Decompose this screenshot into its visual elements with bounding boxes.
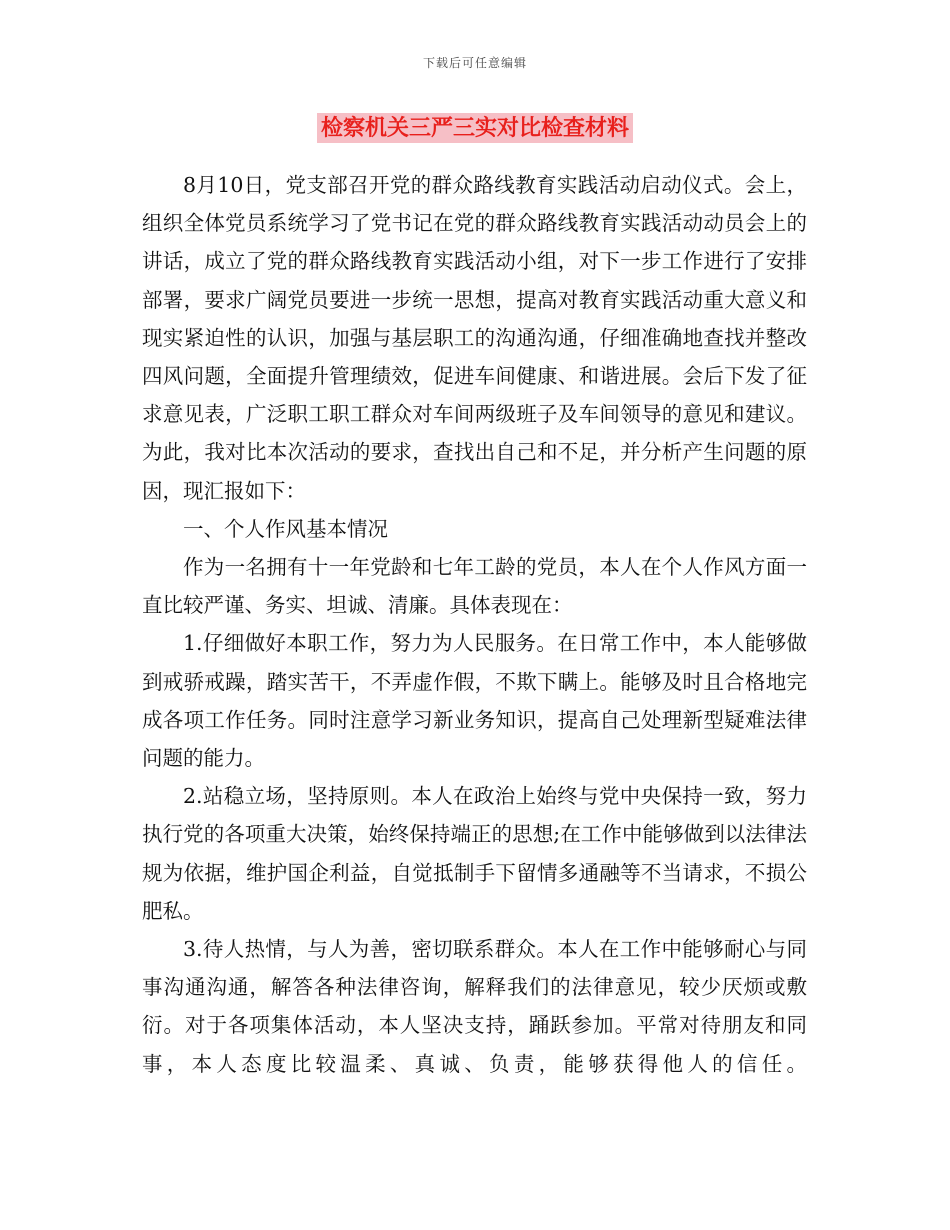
section-heading-personal-style: 一、个人作风基本情况 [183, 516, 388, 541]
paragraph-intro: 8月10日，党支部召开党的群众路线教育实践活动启动仪式。会上，组织全体党员系统学习了党书记在党的群众路线教育实践活动动员会上的讲话，成立了党的群众路线教育实践活动小组，对下一步工作进行了安排部署，要求广阔党员要进一步统一思想，提高对教育实践活动重大意义和现实紧迫性的认识，加强与基层职工的沟通沟通，仔细准确地查找并整改四风问题，全面提升管理绩效，促进车间健康、和谐进展。会后下发了征求意见表，广泛职工职工群众对车间两级班子及车间领导的意见和建议。为此，我对比本次活动的要求，查找出自己和不足，并分析产生问题的原因，现汇报如下： [142, 173, 807, 503]
paragraph-point-2: 2.站稳立场，坚持原则。本人在政治上始终与党中央保持一致，努力执行党的各项重大决策，始终保持端正的思想;在工作中能够做到以法律法规为依据，维护国企利益，自觉抵制手下留情多通融等不当请求，不损公肥私。 [142, 784, 807, 923]
document-title-text: 检察机关三严三实对比检查材料 [317, 113, 633, 143]
document-body [142, 166, 807, 1083]
page-header-note: 下载后可任意编辑 [422, 56, 527, 70]
document-title [0, 110, 950, 146]
paragraph-point-1: 1.仔细做好本职工作，努力为人民服务。在日常工作中，本人能够做到戒骄戒躁，踏实苦干，不弄虚作假，不欺下瞒上。能够及时且合格地完成各项工作任务。同时注意学习新业务知识，提高自己处理新型疑难法律问题的能力。 [142, 631, 807, 771]
paragraph-overview: 作为一名拥有十一年党龄和七年工龄的党员，本人在个人作风方面一直比较严谨、务实、坦诚、清廉。具体表现在： [142, 555, 807, 618]
paragraph-point-3: 3.待人热情，与人为善，密切联系群众。本人在工作中能够耐心与同事沟通沟通，解答各种法律咨询，解释我们的法律意见，较少厌烦或敷衍。对于各项集体活动，本人坚决支持，踊跃参加。平常对待朋友和同事，本人态度比较温柔、真诚、负责，能够获得他人的信任。 [142, 937, 807, 1076]
